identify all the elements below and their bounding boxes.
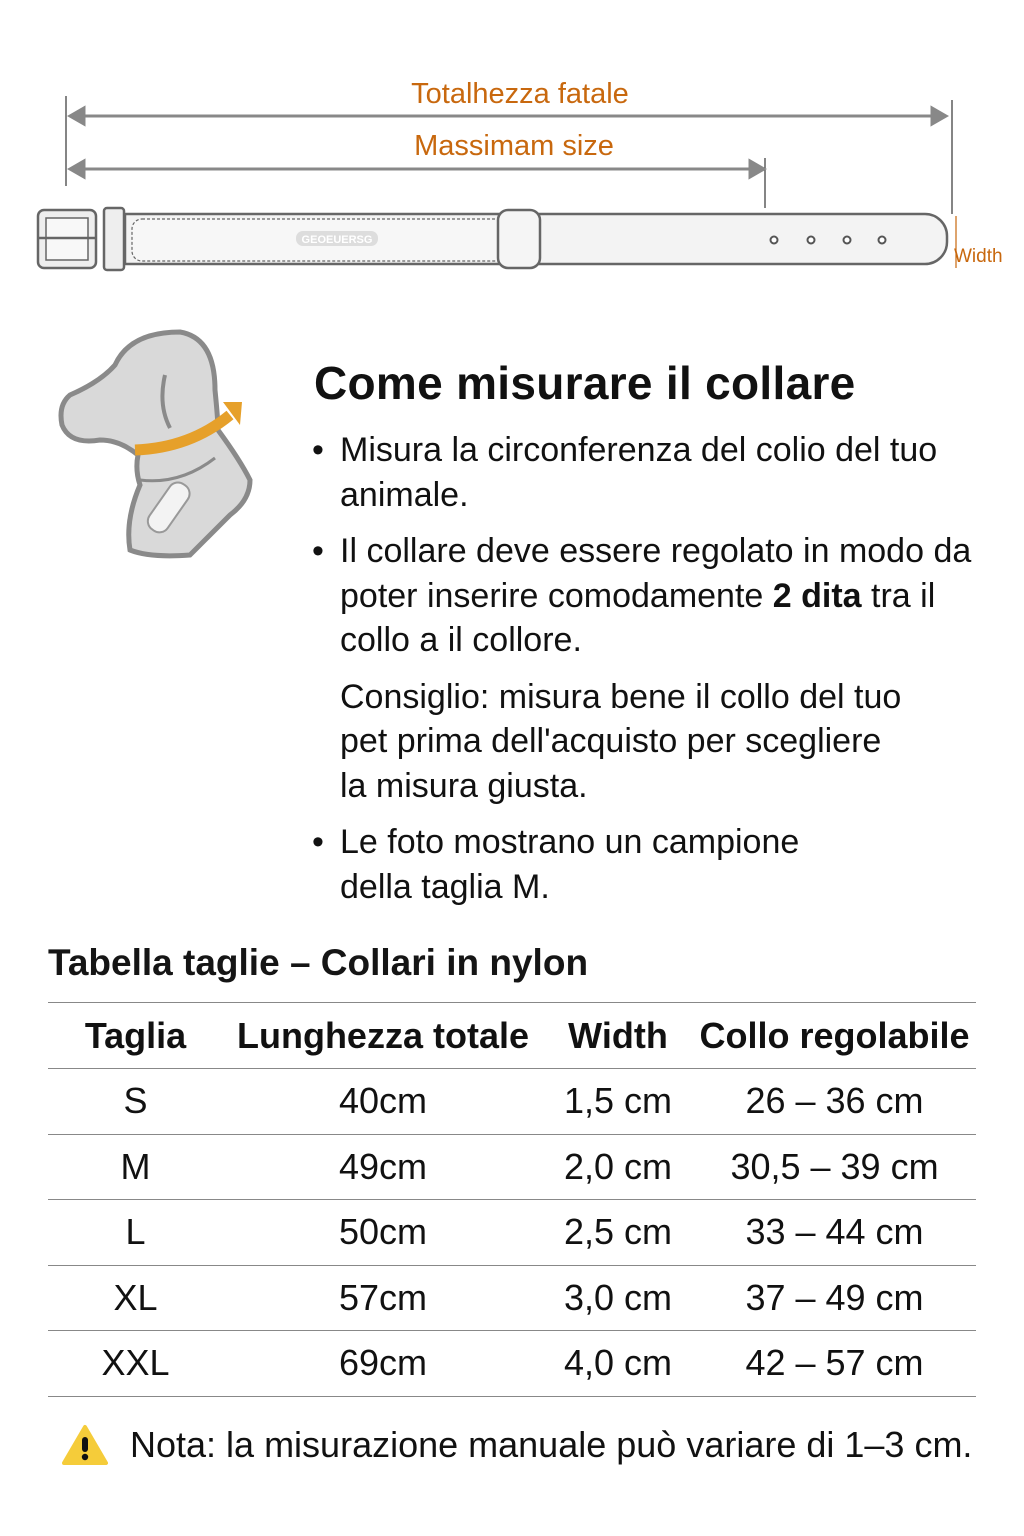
- table-cell: 2,5 cm: [543, 1200, 693, 1266]
- table-cell: 4,0 cm: [543, 1331, 693, 1397]
- table-cell: S: [48, 1069, 223, 1135]
- table-row: [48, 1069, 976, 1135]
- bullet-text: Misura la circonferenza del colio del tuo animale.: [340, 431, 938, 514]
- table-row: [48, 1134, 976, 1200]
- bullet-dot: •: [312, 431, 324, 469]
- table-header: [48, 1003, 976, 1069]
- size-table: [48, 1002, 976, 1397]
- table-cell: M: [48, 1134, 223, 1200]
- table-cell: 37 – 49 cm: [693, 1265, 976, 1331]
- bullet-bold: 2 dita: [772, 576, 862, 615]
- table-cell: 57cm: [223, 1265, 543, 1331]
- table-cell: 1,5 cm: [543, 1069, 693, 1135]
- total-length-arrow: [70, 108, 946, 124]
- table-cell: 2,0 cm: [543, 1134, 693, 1200]
- table-cell: L: [48, 1200, 223, 1266]
- collar-diagram: [0, 0, 1024, 290]
- collar-strap: [38, 208, 947, 270]
- header-total-length: Lunghezza totale: [223, 1003, 543, 1069]
- brand-logo: GEOEUERSG: [301, 234, 373, 246]
- max-size-label: Massimam size: [414, 130, 614, 162]
- table-row: [48, 1265, 976, 1331]
- howto-list: [312, 428, 1012, 921]
- bullet-sample: [312, 820, 872, 909]
- dog-neck-illustration: [40, 320, 280, 570]
- bullet-measure: [312, 428, 1012, 517]
- howto-title: Come misurare il collare: [314, 357, 856, 409]
- table-cell: 42 – 57 cm: [693, 1331, 976, 1397]
- table-title: Tabella taglie – Collari in nylon: [48, 942, 589, 983]
- bullet-text: tra il collo a il collore.: [340, 576, 936, 659]
- table-cell: 49cm: [223, 1134, 543, 1200]
- total-length-label: Totalhezza fatale: [411, 78, 629, 110]
- table-cell: XXL: [48, 1331, 223, 1397]
- table-cell: 50cm: [223, 1200, 543, 1266]
- bullet-dot: •: [312, 823, 324, 861]
- bullet-text: Le foto mostrano un campione della taglia M.: [340, 823, 800, 906]
- header-size: Taglia: [48, 1003, 223, 1069]
- table-row: [48, 1200, 976, 1266]
- header-width: Width: [543, 1003, 693, 1069]
- bullet-adjust: [312, 529, 1012, 663]
- table-cell: 69cm: [223, 1331, 543, 1397]
- bullet-text: Il collare deve essere regolato in modo da poter inserire comodamente: [340, 532, 972, 615]
- table-cell: 40cm: [223, 1069, 543, 1135]
- table-cell: 3,0 cm: [543, 1265, 693, 1331]
- table-row: [48, 1331, 976, 1397]
- table-cell: 33 – 44 cm: [693, 1200, 976, 1266]
- tip-text: Consiglio: misura bene il collo del tuo pet prima dell'acquisto per scegliere la misura giusta.: [340, 677, 902, 805]
- table-cell: 30,5 – 39 cm: [693, 1134, 976, 1200]
- note-text: Nota: la misurazione manuale può variare di 1–3 cm.: [130, 1424, 973, 1465]
- warning-icon: [62, 1424, 108, 1466]
- note: [62, 1424, 972, 1466]
- width-label: Width: [954, 246, 1003, 267]
- bullet-dot: •: [312, 532, 324, 570]
- header-adjustable-neck: Collo regolabile: [693, 1003, 976, 1069]
- table-cell: 26 – 36 cm: [693, 1069, 976, 1135]
- table-cell: XL: [48, 1265, 223, 1331]
- max-size-arrow: [70, 161, 764, 177]
